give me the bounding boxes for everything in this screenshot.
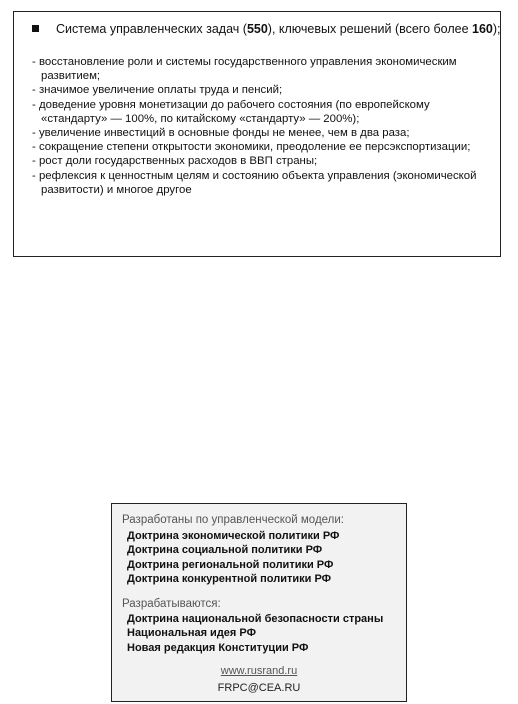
list-item: - рефлексия к ценностным целям и состоянию объекта управления (экономической развитости) и многое другое <box>32 169 477 196</box>
list-item: Доктрина региональной политики РФ <box>127 558 334 571</box>
list-item: Доктрина экономической политики РФ <box>127 530 340 542</box>
tasks-count: 550 <box>246 22 268 36</box>
list-item: - восстановление роли и системы государственного управления экономическим развитием; <box>32 56 457 83</box>
list-item: - рост доли государственных расходов в ВВП страны; <box>32 155 318 168</box>
headline-text-part1: Система управленческих задач ( <box>56 22 247 36</box>
square-bullet-icon <box>32 25 39 32</box>
developed-list <box>127 529 339 586</box>
website-link[interactable]: www.rusrand.ru <box>220 665 298 677</box>
list-item: Доктрина социальной политики РФ <box>127 544 323 557</box>
list-item: - значимое увеличение оплаты труда и пенсий; <box>32 84 283 97</box>
headline-text-part3: ); <box>492 22 501 36</box>
list-item: Доктрина национальной безопасности страны <box>127 613 384 625</box>
tasks-list <box>32 55 490 197</box>
list-item: - доведение уровня монетизации до рабочего состояния (по европейскому «стандарту» — 100%, по китайскому «стандарту» — 200%); <box>32 98 430 125</box>
email-address: FRPC@CEA.RU <box>217 682 301 694</box>
in-progress-title: Разрабатываются: <box>122 598 221 610</box>
tasks-headline <box>32 22 501 37</box>
list-item: - сокращение степени открытости экономики, преодоление ее персэкспортизации; <box>32 141 471 154</box>
tasks-panel <box>13 11 501 257</box>
developed-title: Разработаны по управленческой модели: <box>122 514 344 526</box>
list-item: Доктрина конкурентной политики РФ <box>127 572 332 585</box>
headline-text-part2: ), ключевых решений (всего более <box>267 22 473 36</box>
in-progress-list <box>127 612 383 655</box>
decisions-count: 160 <box>472 22 493 36</box>
doctrines-panel <box>111 503 407 702</box>
list-item: - увеличение инвестиций в основные фонды не менее, чем в два раза; <box>32 127 410 140</box>
list-item: Новая редакция Конституции РФ <box>127 641 309 654</box>
list-item: Национальная идея РФ <box>127 627 256 640</box>
